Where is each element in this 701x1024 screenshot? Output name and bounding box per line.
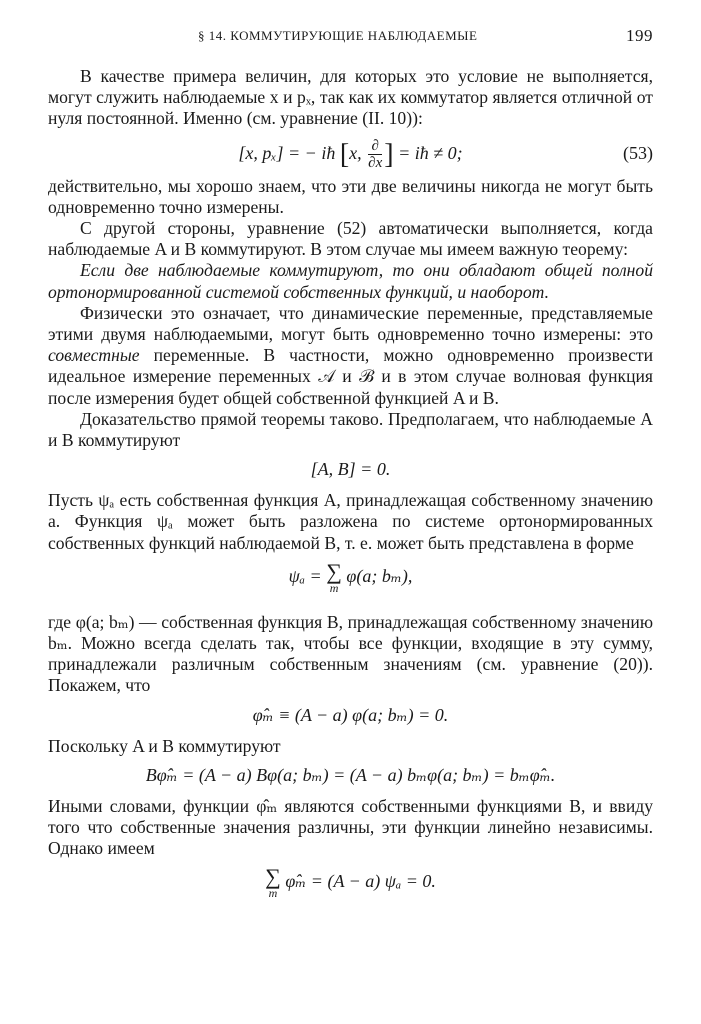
paragraph-physical (48, 303, 653, 409)
eq53-open-bracket: [ (339, 138, 350, 170)
paragraph-proof: Доказательство прямой теоремы таково. Предполагаем, что наблюдаемые A и B коммутируют (48, 408, 653, 451)
theorem-statement: Если две наблюдаемые коммутируют, то они обладают общей полной ортонормированной системой собственных функций, и наоборот. (48, 260, 653, 302)
paragraph-measured: действительно, мы хорошо знаем, что эти две величины никогда не могут быть одновременно точно измерены. (48, 175, 653, 217)
sum-index: m (329, 580, 339, 595)
expansion-left: ψₐ = (288, 565, 322, 586)
equation-bphi: Bφ̂ₘ = (A − a) Bφ(a; bₘ) = (A − a) bₘφ(a; bₘ) = bₘφ̂ₘ. (145, 764, 556, 785)
eq53-frac-den: ∂x (368, 154, 383, 171)
eq53-left: [x, pₓ] = − iħ (238, 142, 336, 163)
paragraph-other-hand: С другой стороны, уравнение (52) автоматически выполняется, когда наблюдаемые A и B коммутируют. В этом случае мы имеем важную теорему: (48, 218, 653, 260)
expansion-right: φ(a; bₘ), (346, 565, 413, 586)
eq53-bracket-inner: x, (349, 142, 362, 163)
eq53-derivative (368, 138, 382, 171)
physical-text-a: Физически это означает, что динамические переменные, представляемые этими двумя наблюдаемыми, могут быть одновременно точно измерены: это (48, 302, 653, 345)
paragraph-example: В качестве примера величин, для которых это условие не выполняется, могут служить наблюдаемые x и pₓ, так как их коммутатор является отличной от нуля постоянной. Именно (см. уравнение (II. 10)): (48, 66, 653, 129)
running-title: § 14. КОММУТИРУЮЩИЕ НАБЛЮДАЕМЫЕ (198, 28, 478, 43)
equation-expansion (48, 558, 653, 602)
final-sum-sign: ∑ (265, 864, 281, 890)
eq53-right: = iħ ≠ 0; (398, 142, 463, 163)
paragraph-eigenfunction: Пусть ψₐ есть собственная функция A, принадлежащая собственному значению a. Функция ψₐ может быть разложена по системе ортонормированных собственных функций наблюдаемой B, т. е. может быть представлена в форме (48, 490, 653, 553)
eq53-close-bracket: ] (384, 138, 394, 170)
final-sum-index: m (268, 886, 278, 901)
physical-emphasis: совместные (48, 345, 140, 366)
paragraph-in-other-words: Иными словами, функции φ̂ₘ являются собственными функциями B, и ввиду того что собственные значения различны, эти функции линейно независимы. Однако имеем (48, 795, 653, 859)
equation-53 (48, 136, 653, 170)
eq53-frac-num: ∂ (368, 138, 382, 155)
sum-sign: ∑ (326, 558, 342, 584)
equation-commutator: [A, B] = 0. (310, 459, 391, 480)
book-page (48, 24, 653, 907)
paragraph-where: где φ(a; bₘ) — собственная функция B, принадлежащая собственному значению bₘ. Можно всегда сделать так, чтобы все функции, входящие в эту сумму, принадлежали различным собственным значениям (см. уравнение (20)). Покажем, что (48, 611, 653, 696)
page-header (48, 24, 653, 50)
final-sum-right: φ̂ₘ = (A − a) ψₐ = 0. (285, 871, 436, 892)
page-number: 199 (626, 26, 653, 45)
paragraph-since: Поскольку A и B коммутируют (48, 735, 281, 756)
physical-text-b: переменные. В частности, можно одновременно произвести идеальное измерение переменных 𝒜 и ℬ и в этом случае волновая функция после измерения будет общей собственной функцией A и B. (48, 345, 653, 408)
equation-number: (53) (623, 142, 653, 163)
expansion-sum (326, 558, 342, 595)
equation-sum-zero (48, 864, 653, 907)
equation-phihat: φ̂ₘ ≡ (A − a) φ(a; bₘ) = 0. (252, 704, 449, 725)
final-sum (265, 864, 281, 901)
